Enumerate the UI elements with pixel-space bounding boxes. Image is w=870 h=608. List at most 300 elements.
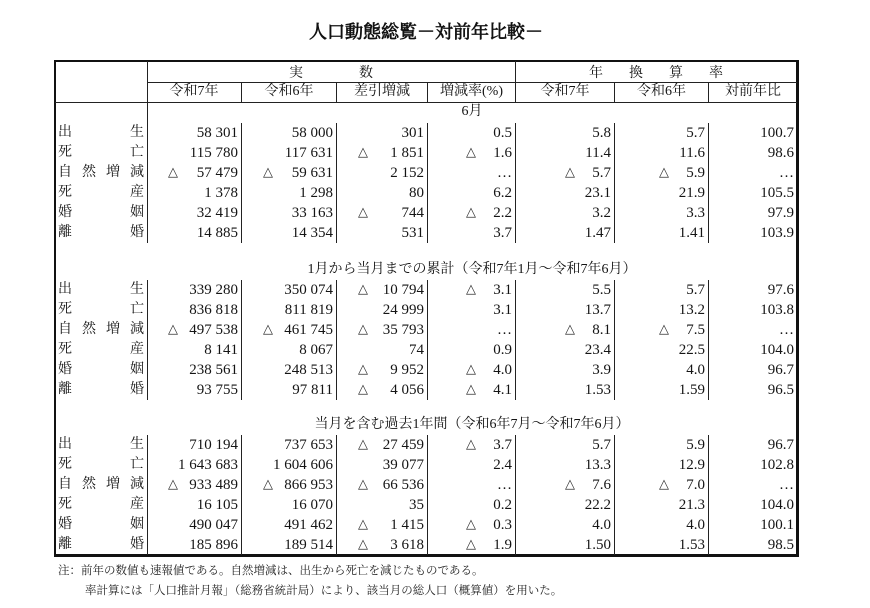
row-natural-change bbox=[55, 475, 797, 495]
value: 104.0 bbox=[760, 342, 794, 358]
header-char: 率 bbox=[709, 65, 723, 81]
cell-r7-annual-rate bbox=[515, 300, 614, 320]
label-char: 離 bbox=[58, 225, 72, 240]
value: 13.7 bbox=[584, 302, 611, 318]
cell-change-rate bbox=[427, 435, 515, 455]
value: 80 bbox=[409, 185, 424, 201]
cell-r6-annual-rate bbox=[614, 183, 708, 203]
neg-sign: △ bbox=[466, 382, 476, 397]
neg-sign: △ bbox=[466, 145, 476, 160]
value: 103.9 bbox=[760, 225, 794, 241]
value: 1 643 683 bbox=[178, 457, 238, 473]
value: 66 536 bbox=[382, 477, 424, 493]
cell-change-rate bbox=[427, 340, 515, 360]
cell-difference bbox=[336, 203, 427, 223]
cell-change-rate bbox=[427, 320, 515, 340]
cell-r7-actual bbox=[147, 320, 241, 340]
header-char: 算 bbox=[669, 65, 683, 81]
cell-r6-annual-rate bbox=[614, 300, 708, 320]
value: 16 070 bbox=[291, 497, 333, 513]
neg-sign: △ bbox=[358, 537, 368, 552]
label-char: 然 bbox=[82, 477, 96, 492]
page-title: 人口動態総覧－対前年比較－ bbox=[309, 22, 543, 43]
value: 23.1 bbox=[584, 185, 611, 201]
value: 14 885 bbox=[196, 225, 238, 241]
cell-difference bbox=[336, 300, 427, 320]
label-char: 婚 bbox=[130, 382, 144, 397]
cell-r7-annual-rate bbox=[515, 320, 614, 340]
label-char: 姻 bbox=[130, 205, 144, 220]
cell-r7-actual bbox=[147, 435, 241, 455]
value: 14 354 bbox=[291, 225, 333, 241]
neg-sign: △ bbox=[565, 322, 575, 337]
cell-yoy-ratio bbox=[708, 360, 797, 380]
cell-r7-annual-rate bbox=[515, 183, 614, 203]
cell-change-rate bbox=[427, 300, 515, 320]
cell-r7-annual-rate bbox=[515, 475, 614, 495]
value: 1 378 bbox=[204, 185, 238, 201]
cell-r7-annual-rate bbox=[515, 380, 614, 400]
cell-difference bbox=[336, 223, 427, 243]
cell-r6-annual-rate bbox=[614, 495, 708, 515]
cell-yoy-ratio bbox=[708, 340, 797, 360]
cell-r7-actual bbox=[147, 123, 241, 143]
value: 5.7 bbox=[686, 282, 705, 298]
col-header-r6-annual-rate: 令和6年 bbox=[614, 82, 708, 102]
cell-difference bbox=[336, 280, 427, 300]
value: 339 280 bbox=[189, 282, 238, 298]
label-char: 自 bbox=[58, 165, 72, 180]
value: … bbox=[497, 165, 512, 181]
value: 1 851 bbox=[390, 145, 424, 161]
cell-r6-actual bbox=[241, 515, 336, 535]
value: 96.5 bbox=[767, 382, 794, 398]
cell-change-rate bbox=[427, 360, 515, 380]
value: 1.53 bbox=[584, 382, 611, 398]
header-char: 実 bbox=[289, 65, 303, 81]
value: 248 513 bbox=[284, 362, 333, 378]
value: 866 953 bbox=[284, 477, 333, 493]
row-label bbox=[55, 320, 147, 340]
cell-r7-actual bbox=[147, 380, 241, 400]
value: 22.5 bbox=[678, 342, 705, 358]
section-title-month: 6月 bbox=[461, 104, 483, 119]
cell-r7-annual-rate bbox=[515, 223, 614, 243]
value: 3.1 bbox=[493, 282, 512, 298]
value: 22.2 bbox=[584, 497, 611, 513]
value: 1.59 bbox=[678, 382, 705, 398]
label-char: 離 bbox=[58, 382, 72, 397]
value: 5.5 bbox=[592, 282, 611, 298]
value: 238 561 bbox=[189, 362, 238, 378]
cell-change-rate bbox=[427, 535, 515, 555]
label-char: 姻 bbox=[130, 517, 144, 532]
value: 5.8 bbox=[592, 125, 611, 141]
row-label bbox=[55, 183, 147, 203]
value: … bbox=[779, 477, 794, 493]
row-stillbirths bbox=[55, 183, 797, 203]
cell-r6-annual-rate bbox=[614, 475, 708, 495]
cell-r7-annual-rate bbox=[515, 123, 614, 143]
value: 1 298 bbox=[299, 185, 333, 201]
value: 97.9 bbox=[767, 205, 794, 221]
cell-yoy-ratio bbox=[708, 183, 797, 203]
value: 21.9 bbox=[678, 185, 705, 201]
label-char: 然 bbox=[82, 165, 96, 180]
section-past-year bbox=[55, 435, 797, 555]
value: 97 811 bbox=[292, 382, 333, 398]
row-marriages bbox=[55, 203, 797, 223]
value: 0.2 bbox=[493, 497, 512, 513]
cell-change-rate bbox=[427, 380, 515, 400]
cell-r6-annual-rate bbox=[614, 535, 708, 555]
cell-difference bbox=[336, 455, 427, 475]
cell-r7-actual bbox=[147, 535, 241, 555]
cell-r6-actual bbox=[241, 455, 336, 475]
cell-r7-annual-rate bbox=[515, 535, 614, 555]
label-char: 死 bbox=[58, 342, 72, 357]
cell-r7-annual-rate bbox=[515, 280, 614, 300]
value: 4.0 bbox=[686, 517, 705, 533]
label-char: 亡 bbox=[130, 302, 144, 317]
cell-r7-annual-rate bbox=[515, 163, 614, 183]
neg-sign: △ bbox=[358, 517, 368, 532]
value: … bbox=[497, 322, 512, 338]
value: 27 459 bbox=[382, 437, 424, 453]
cell-yoy-ratio bbox=[708, 380, 797, 400]
cell-r7-annual-rate bbox=[515, 360, 614, 380]
value: 185 896 bbox=[189, 537, 238, 553]
neg-sign: △ bbox=[358, 382, 368, 397]
row-divorces bbox=[55, 380, 797, 400]
neg-sign: △ bbox=[466, 362, 476, 377]
row-label bbox=[55, 203, 147, 223]
cell-difference bbox=[336, 183, 427, 203]
label-char: 減 bbox=[130, 322, 144, 337]
value: 1.9 bbox=[493, 537, 512, 553]
label-char: 自 bbox=[58, 322, 72, 337]
value: 115 780 bbox=[189, 145, 238, 161]
row-label bbox=[55, 340, 147, 360]
value: 3 618 bbox=[390, 537, 424, 553]
cell-r6-actual bbox=[241, 280, 336, 300]
value: 4.1 bbox=[493, 382, 512, 398]
value: 0.3 bbox=[493, 517, 512, 533]
cell-r6-actual bbox=[241, 143, 336, 163]
row-label bbox=[55, 475, 147, 495]
value: 5.7 bbox=[592, 437, 611, 453]
cell-yoy-ratio bbox=[708, 320, 797, 340]
cell-yoy-ratio bbox=[708, 163, 797, 183]
value: 11.4 bbox=[585, 145, 611, 161]
cell-r7-annual-rate bbox=[515, 435, 614, 455]
value: 491 462 bbox=[284, 517, 333, 533]
label-char: 亡 bbox=[130, 457, 144, 472]
value: 117 631 bbox=[284, 145, 333, 161]
row-natural-change bbox=[55, 320, 797, 340]
cell-yoy-ratio bbox=[708, 123, 797, 143]
cell-r7-actual bbox=[147, 203, 241, 223]
value: 21.3 bbox=[678, 497, 705, 513]
cell-yoy-ratio bbox=[708, 223, 797, 243]
cell-r6-annual-rate bbox=[614, 435, 708, 455]
value: 23.4 bbox=[584, 342, 611, 358]
neg-sign: △ bbox=[168, 165, 178, 180]
value: 2 152 bbox=[390, 165, 424, 181]
cell-r7-annual-rate bbox=[515, 143, 614, 163]
label-char: 死 bbox=[58, 457, 72, 472]
cell-change-rate bbox=[427, 183, 515, 203]
label-char: 婚 bbox=[58, 205, 72, 220]
cell-yoy-ratio bbox=[708, 455, 797, 475]
value: 57 479 bbox=[196, 165, 238, 181]
label-char: 出 bbox=[58, 282, 72, 297]
cell-r6-annual-rate bbox=[614, 163, 708, 183]
col-header-change-rate: 増減率(%) bbox=[427, 82, 515, 102]
row-natural-change bbox=[55, 163, 797, 183]
label-char: 婚 bbox=[58, 362, 72, 377]
label-char: 死 bbox=[58, 302, 72, 317]
value: 74 bbox=[409, 342, 424, 358]
cell-difference bbox=[336, 340, 427, 360]
neg-sign: △ bbox=[358, 205, 368, 220]
label-char: 生 bbox=[130, 437, 144, 452]
cell-r6-actual bbox=[241, 360, 336, 380]
cell-r7-annual-rate bbox=[515, 515, 614, 535]
neg-sign: △ bbox=[358, 437, 368, 452]
cell-r7-annual-rate bbox=[515, 455, 614, 475]
value: 13.3 bbox=[584, 457, 611, 473]
neg-sign: △ bbox=[466, 282, 476, 297]
cell-difference bbox=[336, 475, 427, 495]
cell-difference bbox=[336, 435, 427, 455]
cell-r6-annual-rate bbox=[614, 455, 708, 475]
cell-r6-actual bbox=[241, 163, 336, 183]
label-char: 産 bbox=[130, 497, 144, 512]
row-births bbox=[55, 280, 797, 300]
value: 2.4 bbox=[493, 457, 512, 473]
value: 461 745 bbox=[284, 322, 333, 338]
value: 3.7 bbox=[493, 437, 512, 453]
value: 35 793 bbox=[382, 322, 424, 338]
cell-r7-actual bbox=[147, 455, 241, 475]
neg-sign: △ bbox=[659, 477, 669, 492]
label-char: 亡 bbox=[130, 145, 144, 160]
cell-r7-annual-rate bbox=[515, 203, 614, 223]
value: 531 bbox=[401, 225, 424, 241]
value: 6.2 bbox=[493, 185, 512, 201]
value: 32 419 bbox=[196, 205, 238, 221]
neg-sign: △ bbox=[358, 477, 368, 492]
cell-r6-annual-rate bbox=[614, 340, 708, 360]
cell-r7-actual bbox=[147, 143, 241, 163]
row-label bbox=[55, 163, 147, 183]
footnote-2: 率計算には「人口推計月報」（総務省統計局）により、該当月の総人口（概算値）を用いた。 bbox=[85, 583, 563, 597]
cell-r6-actual bbox=[241, 535, 336, 555]
value: 710 194 bbox=[189, 437, 238, 453]
col-header-r6-actual: 令和6年 bbox=[241, 82, 336, 102]
neg-sign: △ bbox=[168, 322, 178, 337]
label-char: 増 bbox=[106, 477, 120, 492]
value: 96.7 bbox=[767, 437, 794, 453]
row-divorces bbox=[55, 223, 797, 243]
neg-sign: △ bbox=[358, 362, 368, 377]
row-divorces bbox=[55, 535, 797, 555]
cell-r7-actual bbox=[147, 300, 241, 320]
col-header-difference: 差引増減 bbox=[336, 82, 427, 102]
value: 350 074 bbox=[284, 282, 333, 298]
value: 0.9 bbox=[493, 342, 512, 358]
value: 5.7 bbox=[686, 125, 705, 141]
row-deaths bbox=[55, 143, 797, 163]
label-char: 増 bbox=[106, 165, 120, 180]
row-label bbox=[55, 280, 147, 300]
value: 104.0 bbox=[760, 497, 794, 513]
value: … bbox=[497, 477, 512, 493]
value: 1 604 606 bbox=[273, 457, 333, 473]
section-cumulative bbox=[55, 280, 797, 400]
cell-r7-annual-rate bbox=[515, 340, 614, 360]
neg-sign: △ bbox=[659, 165, 669, 180]
value: 58 000 bbox=[291, 125, 333, 141]
neg-sign: △ bbox=[565, 165, 575, 180]
header-char: 数 bbox=[359, 65, 373, 81]
label-char: 増 bbox=[106, 322, 120, 337]
row-label bbox=[55, 380, 147, 400]
cell-yoy-ratio bbox=[708, 143, 797, 163]
cell-r6-annual-rate bbox=[614, 123, 708, 143]
footnote-1: 注：前年の数値も速報値である。自然増減は、出生から死亡を減じたものである。 bbox=[58, 563, 484, 577]
value: 4.0 bbox=[592, 517, 611, 533]
cell-yoy-ratio bbox=[708, 475, 797, 495]
row-label bbox=[55, 495, 147, 515]
neg-sign: △ bbox=[168, 477, 178, 492]
value: 58 301 bbox=[196, 125, 238, 141]
neg-sign: △ bbox=[358, 145, 368, 160]
label-char: 生 bbox=[130, 125, 144, 140]
cell-change-rate bbox=[427, 203, 515, 223]
cell-change-rate bbox=[427, 280, 515, 300]
value: 59 631 bbox=[291, 165, 333, 181]
label-char: 死 bbox=[58, 497, 72, 512]
cell-difference bbox=[336, 123, 427, 143]
row-label bbox=[55, 123, 147, 143]
label-char: 然 bbox=[82, 322, 96, 337]
neg-sign: △ bbox=[263, 322, 273, 337]
cell-r6-annual-rate bbox=[614, 515, 708, 535]
value: 33 163 bbox=[291, 205, 333, 221]
value: 301 bbox=[401, 125, 424, 141]
value: 105.5 bbox=[760, 185, 794, 201]
value: 11.6 bbox=[679, 145, 705, 161]
cell-r6-annual-rate bbox=[614, 143, 708, 163]
value: 933 489 bbox=[189, 477, 238, 493]
row-label bbox=[55, 143, 147, 163]
cell-difference bbox=[336, 495, 427, 515]
value: 100.1 bbox=[760, 517, 794, 533]
header-group-actual bbox=[147, 61, 515, 82]
value: 3.2 bbox=[592, 205, 611, 221]
row-births bbox=[55, 123, 797, 143]
value: 737 653 bbox=[284, 437, 333, 453]
cell-change-rate bbox=[427, 475, 515, 495]
value: 4 056 bbox=[390, 382, 424, 398]
value: 10 794 bbox=[382, 282, 424, 298]
value: 102.8 bbox=[760, 457, 794, 473]
label-char: 姻 bbox=[130, 362, 144, 377]
row-label bbox=[55, 300, 147, 320]
value: 1 415 bbox=[390, 517, 424, 533]
value: 103.8 bbox=[760, 302, 794, 318]
cell-r6-annual-rate bbox=[614, 223, 708, 243]
label-char: 死 bbox=[58, 185, 72, 200]
cell-yoy-ratio bbox=[708, 535, 797, 555]
cell-r6-annual-rate bbox=[614, 203, 708, 223]
cell-r6-actual bbox=[241, 435, 336, 455]
label-char: 自 bbox=[58, 477, 72, 492]
cell-r7-actual bbox=[147, 475, 241, 495]
cell-r6-annual-rate bbox=[614, 280, 708, 300]
value: 744 bbox=[401, 205, 424, 221]
cell-change-rate bbox=[427, 223, 515, 243]
cell-r6-actual bbox=[241, 223, 336, 243]
cell-yoy-ratio bbox=[708, 435, 797, 455]
label-char: 減 bbox=[130, 477, 144, 492]
cell-difference bbox=[336, 320, 427, 340]
value: 8 067 bbox=[299, 342, 333, 358]
value: 2.2 bbox=[493, 205, 512, 221]
row-marriages bbox=[55, 360, 797, 380]
section-title-cumulative: 1月から当月までの累計（令和7年1月～令和7年6月） bbox=[307, 262, 637, 277]
value: 98.6 bbox=[767, 145, 794, 161]
column-headers bbox=[147, 82, 797, 102]
cell-r7-actual bbox=[147, 280, 241, 300]
row-stillbirths bbox=[55, 340, 797, 360]
label-char: 婚 bbox=[130, 537, 144, 552]
cell-r6-annual-rate bbox=[614, 360, 708, 380]
value: 39 077 bbox=[382, 457, 424, 473]
cell-change-rate bbox=[427, 495, 515, 515]
value: 97.6 bbox=[767, 282, 794, 298]
value: 4.0 bbox=[493, 362, 512, 378]
value: 4.0 bbox=[686, 362, 705, 378]
cell-difference bbox=[336, 535, 427, 555]
cell-difference bbox=[336, 360, 427, 380]
value: … bbox=[779, 322, 794, 338]
value: 96.7 bbox=[767, 362, 794, 378]
header-char: 換 bbox=[629, 65, 643, 81]
value: … bbox=[779, 165, 794, 181]
value: 3.7 bbox=[493, 225, 512, 241]
label-char: 産 bbox=[130, 342, 144, 357]
label-char: 出 bbox=[58, 437, 72, 452]
row-deaths bbox=[55, 300, 797, 320]
value: 1.41 bbox=[678, 225, 705, 241]
value: 8 141 bbox=[204, 342, 238, 358]
value: 1.50 bbox=[584, 537, 611, 553]
value: 12.9 bbox=[678, 457, 705, 473]
cell-r6-actual bbox=[241, 475, 336, 495]
neg-sign: △ bbox=[659, 322, 669, 337]
cell-yoy-ratio bbox=[708, 495, 797, 515]
label-char: 出 bbox=[58, 125, 72, 140]
row-stillbirths bbox=[55, 495, 797, 515]
value: 13.2 bbox=[678, 302, 705, 318]
neg-sign: △ bbox=[466, 205, 476, 220]
header-char: 年 bbox=[589, 65, 603, 81]
cell-r6-annual-rate bbox=[614, 320, 708, 340]
cell-difference bbox=[336, 163, 427, 183]
